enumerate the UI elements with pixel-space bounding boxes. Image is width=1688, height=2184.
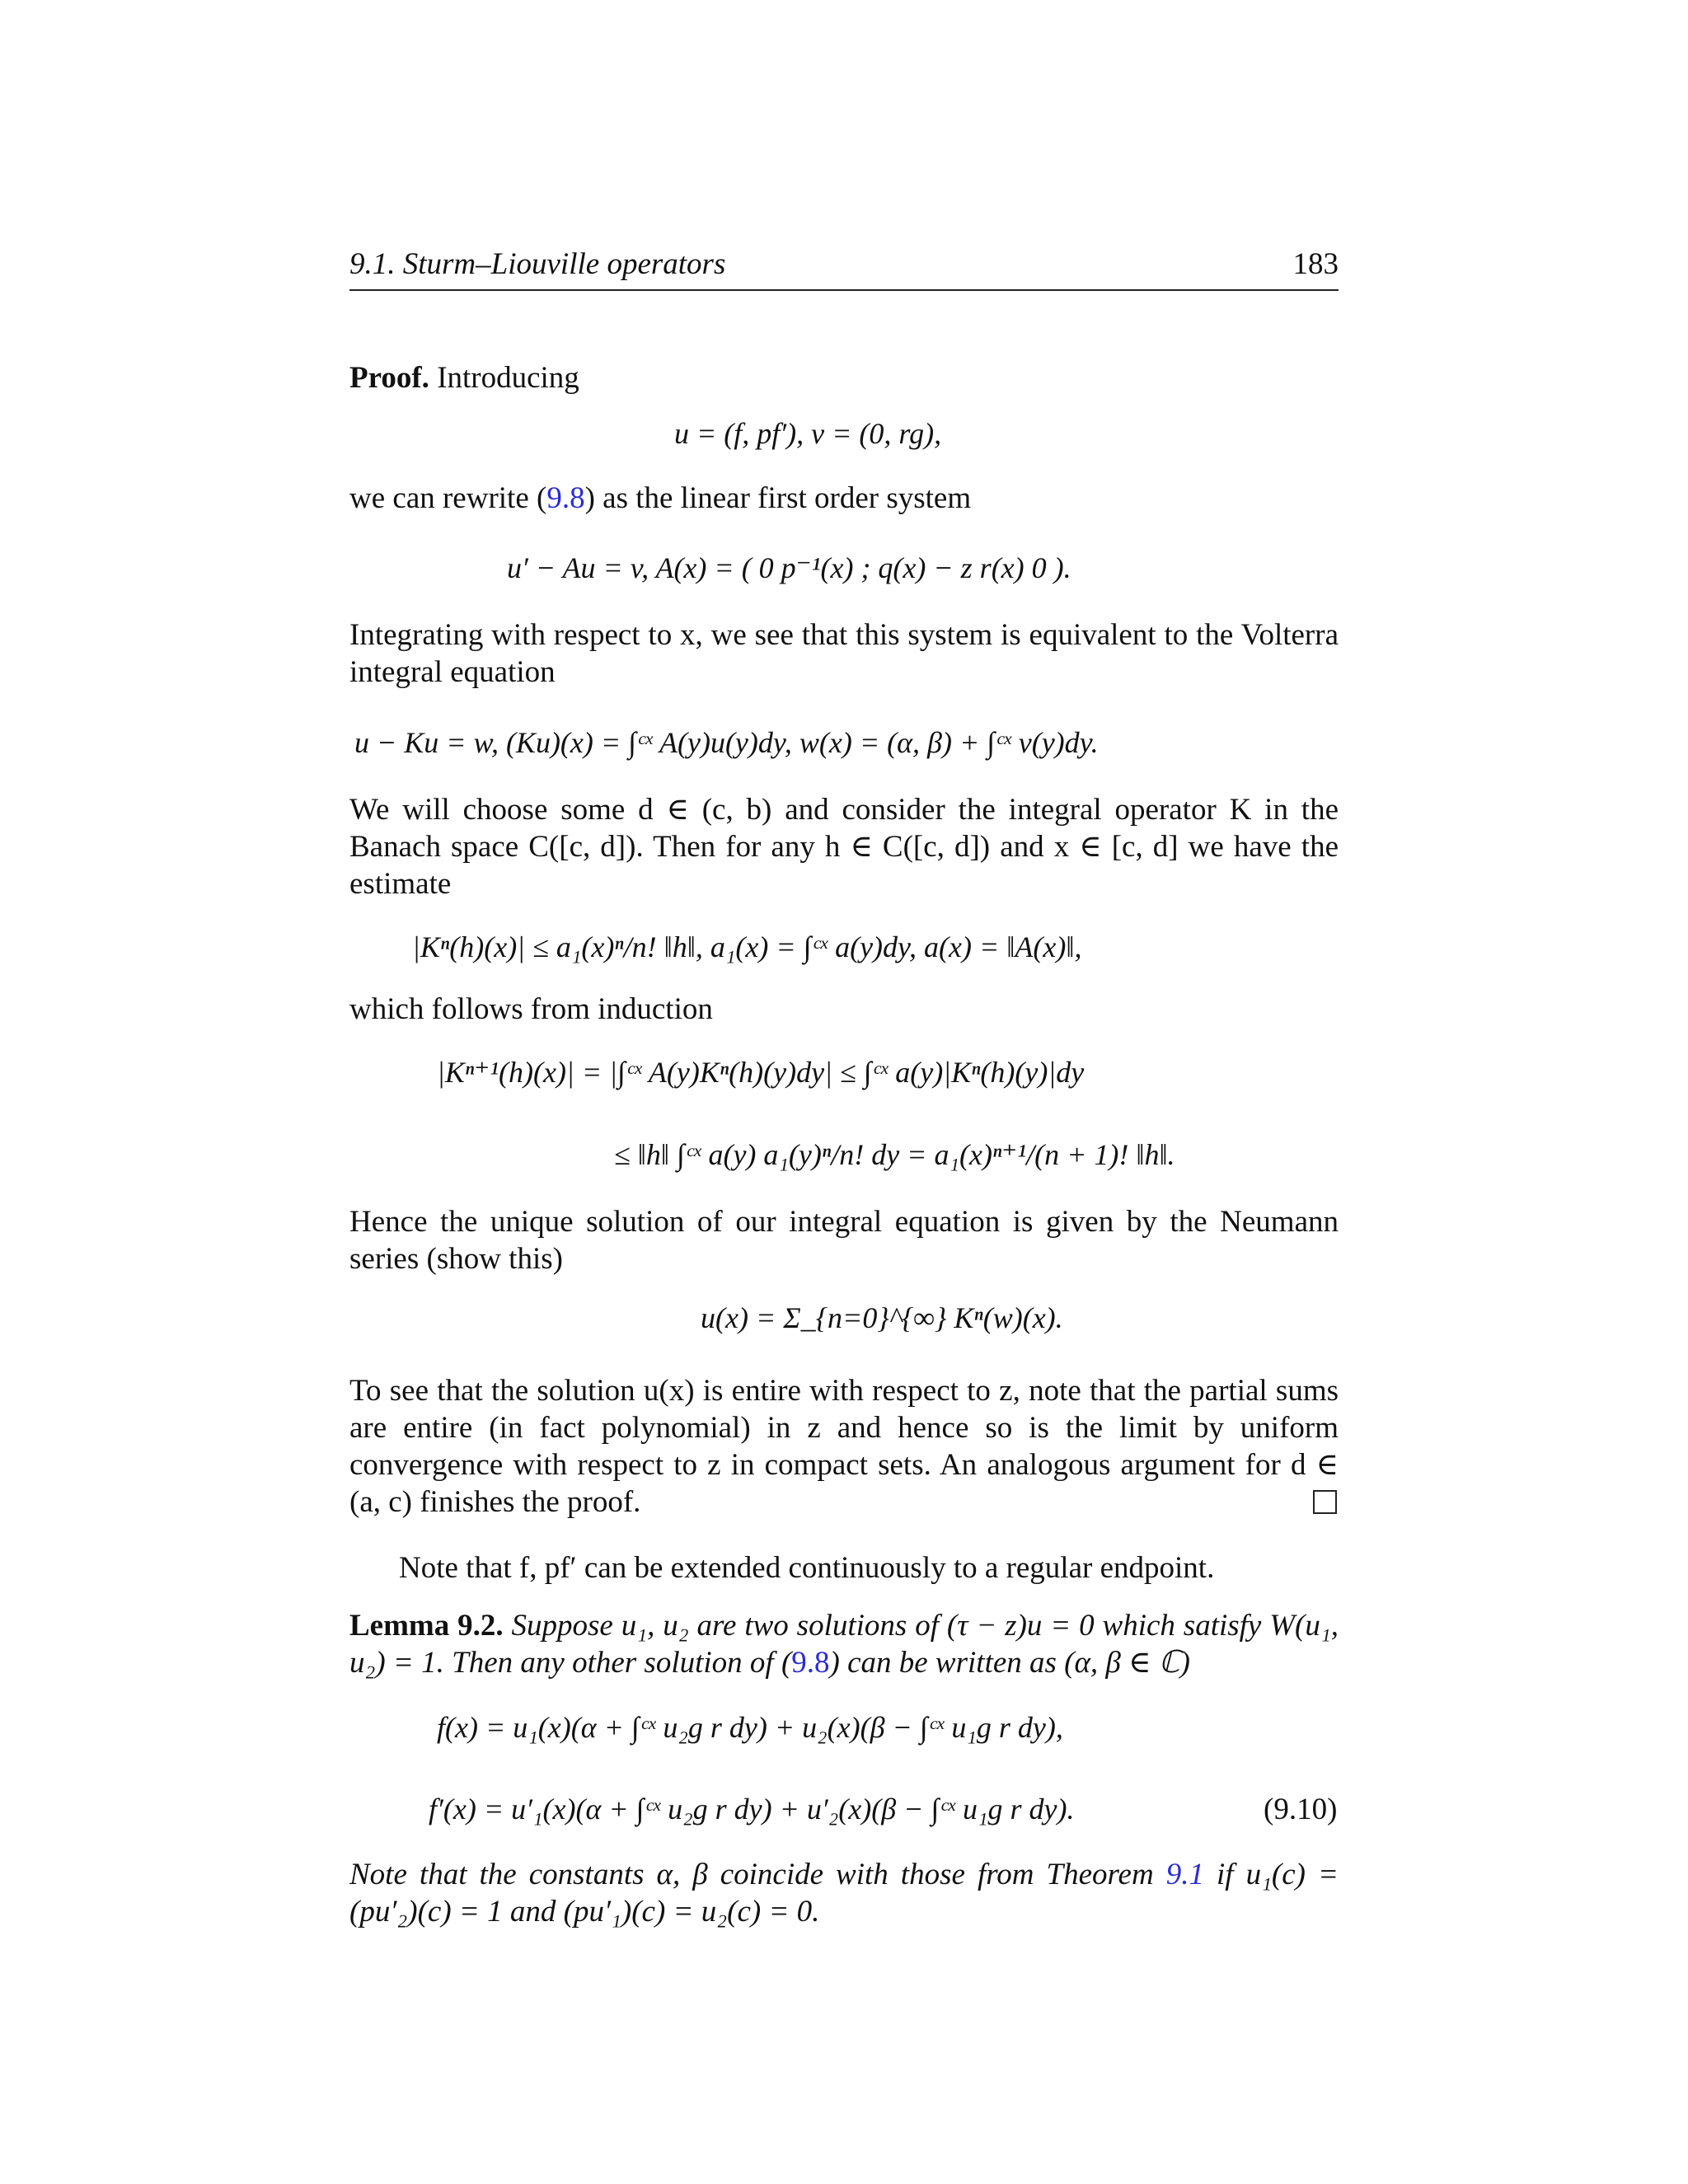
section-title: 9.1. Sturm–Liouville operators <box>349 247 726 281</box>
lemma-label: Lemma 9.2. <box>349 1609 504 1643</box>
page-number: 183 <box>1292 247 1339 281</box>
equation-system: u′ − Au = v, A(x) = ( 0 p⁻¹(x) ; q(x) − z r(x) 0 ). <box>507 551 1071 584</box>
equation-volterra: u − Ku = w, (Ku)(x) = ∫ᶜˣ A(y)u(y)dy, w(x) = (α, β) + ∫ᶜˣ v(y)dy. <box>354 726 1099 759</box>
entire-paragraph: To see that the solution u(x) is entire with respect to z, note that the partial sums are entire (in fact polynomial) in z and hence so is the limit by uniform convergence with respect to z in compact sets. An analogous argument for d ∈ (a, c) finishes the proof. <box>349 1374 1339 1519</box>
lemma-note-paragraph <box>349 1856 1339 1930</box>
lemma-equation-ref-link[interactable]: 9.8 <box>791 1646 830 1680</box>
rewrite-before: we can rewrite ( <box>349 481 547 515</box>
equation-ref-link[interactable]: 9.8 <box>546 481 585 515</box>
proof-intro-text: Introducing <box>437 361 579 395</box>
hence-paragraph: Hence the unique solution of our integral equation is given by the Neumann series (show this) <box>349 1205 1339 1276</box>
equation-induction-line1: |Kⁿ⁺¹(h)(x)| = |∫ᶜˣ A(y)Kⁿ(h)(y)dy| ≤ ∫ᶜˣ a(y)|Kⁿ(h)(y)|dy <box>437 1056 1085 1089</box>
running-header <box>349 243 1339 291</box>
lemma-text-after: ) can be written as (α, β ∈ ℂ) <box>829 1646 1190 1680</box>
equation-estimate: |Kⁿ(h)(x)| ≤ a₁(x)ⁿ/n! ‖h‖, a₁(x) = ∫ᶜˣ a(y)dy, a(x) = ‖A(x)‖, <box>412 930 1082 963</box>
rewrite-after: ) as the linear first order system <box>584 481 972 515</box>
integrating-paragraph: Integrating with respect to x, we see that this system is equivalent to the Volterra integral equation <box>349 618 1339 689</box>
equation-neumann: u(x) = Σ_{n=0}^{∞} Kⁿ(w)(x). <box>701 1301 1063 1334</box>
equation-number: (9.10) <box>1264 1793 1338 1826</box>
lemma-note-before: Note that the constants α, β coincide with those from Theorem <box>349 1858 1166 1891</box>
equation-f: f(x) = u₁(x)(α + ∫ᶜˣ u₂g r dy) + u₂(x)(β − ∫ᶜˣ u₁g r dy), <box>437 1711 1063 1744</box>
lemma-paragraph <box>349 1607 1339 1681</box>
proof-intro <box>349 359 1339 396</box>
note-paragraph: Note that f, pf′ can be extended continuously to a regular endpoint. <box>399 1551 1215 1585</box>
induction-paragraph: which follows from induction <box>349 992 713 1026</box>
qed-box <box>1313 1490 1337 1514</box>
lemma-note-after: if u₁(c) = (pu′₂)(c) = 1 and (pu′₁)(c) = u₂(c) = 0. <box>349 1858 1339 1929</box>
equation-uv: u = (f, pf′), v = (0, rg), <box>674 417 942 450</box>
rewrite-paragraph <box>349 480 1339 517</box>
proof-label: Proof. <box>349 361 429 395</box>
theorem-ref-link[interactable]: 9.1 <box>1165 1858 1204 1891</box>
choose-paragraph: We will choose some d ∈ (c, b) and consider the integral operator K in the Banach space C([c, d]). Then for any h ∈ C([c, d]) and x ∈ [c, d] we have the estimate <box>349 793 1339 901</box>
lemma-text-before: Suppose u₁, u₂ are two solutions of (τ − z)u = 0 which satisfy W(u₁, u₂) = 1. Then any other solution of ( <box>349 1609 1339 1680</box>
equation-induction-line2: ≤ ‖h‖ ∫ᶜˣ a(y) a₁(y)ⁿ/n! dy = a₁(x)ⁿ⁺¹/(n + 1)! ‖h‖. <box>614 1138 1175 1171</box>
equation-fprime: f′(x) = u′₁(x)(α + ∫ᶜˣ u₂g r dy) + u′₂(x)(β − ∫ᶜˣ u₁g r dy). <box>429 1793 1075 1825</box>
